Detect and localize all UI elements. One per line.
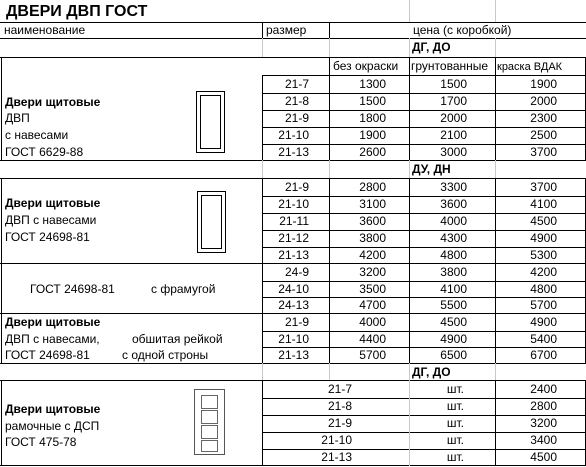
- size-cell: 21-13: [278, 348, 309, 362]
- price-cell: 3100: [359, 197, 386, 211]
- size-cell: 21-12: [278, 231, 309, 245]
- size-cell: 21-7: [327, 382, 352, 396]
- price-cell: 2800: [359, 180, 386, 194]
- s4-desc-line1: Двери щитовые: [5, 315, 101, 329]
- price-cell: 4800: [440, 248, 467, 262]
- size-cell: 21-13: [278, 145, 309, 159]
- size-cell: 21-10: [278, 128, 309, 142]
- price-cell: 4900: [440, 331, 467, 346]
- price-cell: 4500: [530, 450, 557, 464]
- price-cell: 4800: [530, 281, 557, 296]
- price-cell: 3300: [440, 180, 467, 194]
- price-cell: шт.: [446, 399, 464, 413]
- price-cell: 4200: [359, 248, 386, 262]
- s4-desc-line3: ГОСТ 24698-81: [5, 348, 90, 362]
- door-plain-icon: [197, 191, 226, 253]
- price-cell: 3200: [359, 265, 386, 279]
- size-cell: 21-11: [279, 214, 309, 228]
- price-cell: 3000: [440, 145, 467, 159]
- price-cell: 3700: [530, 180, 557, 194]
- price-cell: 4500: [530, 214, 557, 228]
- price-cell: шт.: [446, 450, 464, 464]
- size-cell: 21-9: [284, 315, 309, 329]
- size-cell: 21-13: [278, 248, 309, 262]
- price-cell: 2600: [359, 145, 386, 159]
- price-cell: 4900: [530, 231, 557, 245]
- size-cell: 21-9: [327, 416, 352, 430]
- price-cell: 2500: [530, 128, 557, 142]
- s4-desc2-line2: с одной строны: [122, 348, 209, 362]
- col-header-painted: краска ВДАК: [497, 61, 563, 73]
- s2-desc-line2: ДВП с навесами: [5, 213, 97, 227]
- header-price: цена (с коробкой): [413, 23, 512, 37]
- table-title: ДВЕРИ ДВП ГОСТ: [6, 3, 148, 20]
- size-cell: 24-13: [278, 298, 309, 312]
- s2-desc-line3: ГОСТ 24698-81: [5, 230, 90, 244]
- price-cell: 4900: [530, 315, 557, 329]
- price-cell: 1500: [440, 77, 467, 91]
- price-cell: 1700: [440, 94, 467, 108]
- size-cell: 24-9: [284, 265, 309, 279]
- price-cell: 4700: [359, 298, 386, 312]
- price-cell: 1500: [359, 94, 386, 108]
- price-cell: шт.: [446, 382, 464, 396]
- price-cell: 4100: [440, 281, 467, 296]
- price-cell: 4000: [359, 315, 386, 329]
- price-cell: 3600: [359, 214, 386, 228]
- col-header-unpainted: без окраски: [333, 59, 399, 73]
- price-cell: 3600: [440, 197, 467, 211]
- section2-type: ДУ, ДН: [412, 162, 451, 176]
- size-cell: 24-10: [278, 281, 309, 296]
- price-cell: 4300: [440, 231, 467, 245]
- price-cell: 2400: [530, 382, 557, 396]
- s3-desc-gost: ГОСТ 24698-81: [30, 282, 115, 296]
- door-framed-icon: [194, 389, 225, 455]
- s5-desc-line1: Двери щитовые: [5, 402, 101, 416]
- door-plain-icon: [196, 91, 225, 153]
- price-cell: 3200: [530, 416, 557, 430]
- price-cell: 3500: [359, 281, 386, 296]
- price-cell: 4500: [440, 315, 467, 329]
- size-cell: 21-7: [284, 77, 309, 91]
- section1-type: ДГ, ДО: [412, 40, 451, 54]
- s4-desc-line2: ДВП с навесами,: [5, 332, 100, 346]
- price-cell: 3800: [440, 265, 467, 279]
- header-size: размер: [266, 23, 307, 37]
- price-cell: шт.: [446, 433, 464, 447]
- s5-desc-line3: ГОСТ 475-78: [5, 435, 77, 449]
- s1-desc-line1: Двери щитовые: [5, 95, 101, 109]
- price-cell: 2300: [530, 111, 557, 125]
- size-cell: 21-10: [278, 197, 309, 211]
- price-cell: 2100: [440, 128, 467, 142]
- price-cell: 5700: [530, 298, 557, 312]
- col-header-primed: грунтованные: [411, 59, 489, 73]
- price-cell: 6700: [530, 348, 557, 362]
- size-cell: 21-9: [284, 111, 309, 125]
- price-cell: 6500: [440, 348, 467, 362]
- s1-desc-line3: с навесами: [5, 128, 69, 142]
- price-cell: 1900: [359, 128, 386, 142]
- price-cell: 1300: [359, 77, 386, 91]
- s1-desc-line4: ГОСТ 6629-88: [5, 145, 84, 159]
- price-cell: 4100: [530, 197, 557, 211]
- s4-desc2-line1: обшитая рейкой: [132, 332, 223, 346]
- price-cell: 1800: [359, 111, 386, 125]
- price-cell: 3800: [359, 231, 386, 245]
- size-cell: 21-8: [327, 399, 352, 413]
- price-cell: 2800: [530, 399, 557, 413]
- s2-desc-line1: Двери щитовые: [5, 196, 101, 210]
- s1-desc-line2: ДВП: [5, 111, 30, 125]
- s3-desc-transom: с фрамугой: [151, 282, 216, 296]
- price-cell: 4400: [359, 331, 386, 346]
- size-cell: 21-8: [284, 94, 309, 108]
- price-cell: 5400: [530, 331, 557, 346]
- price-cell: 5500: [440, 298, 467, 312]
- size-cell: 21-10: [321, 433, 352, 447]
- price-cell: 3700: [530, 145, 557, 159]
- header-name: наименование: [4, 23, 86, 37]
- price-cell: 2000: [440, 111, 467, 125]
- size-cell: 21-9: [284, 180, 309, 194]
- price-cell: 4000: [440, 214, 467, 228]
- price-cell: 2000: [530, 94, 557, 108]
- price-cell: 5300: [530, 248, 557, 262]
- price-cell: 1900: [530, 77, 557, 91]
- size-cell: 21-13: [321, 450, 352, 464]
- s5-desc-line2: рамочные с ДСП: [5, 419, 100, 433]
- price-cell: 5700: [359, 348, 386, 362]
- price-cell: 4200: [530, 265, 557, 279]
- size-cell: 21-10: [278, 331, 309, 346]
- section5-type: ДГ, ДО: [412, 365, 451, 379]
- price-cell: шт.: [446, 416, 464, 430]
- price-cell: 3400: [530, 433, 557, 447]
